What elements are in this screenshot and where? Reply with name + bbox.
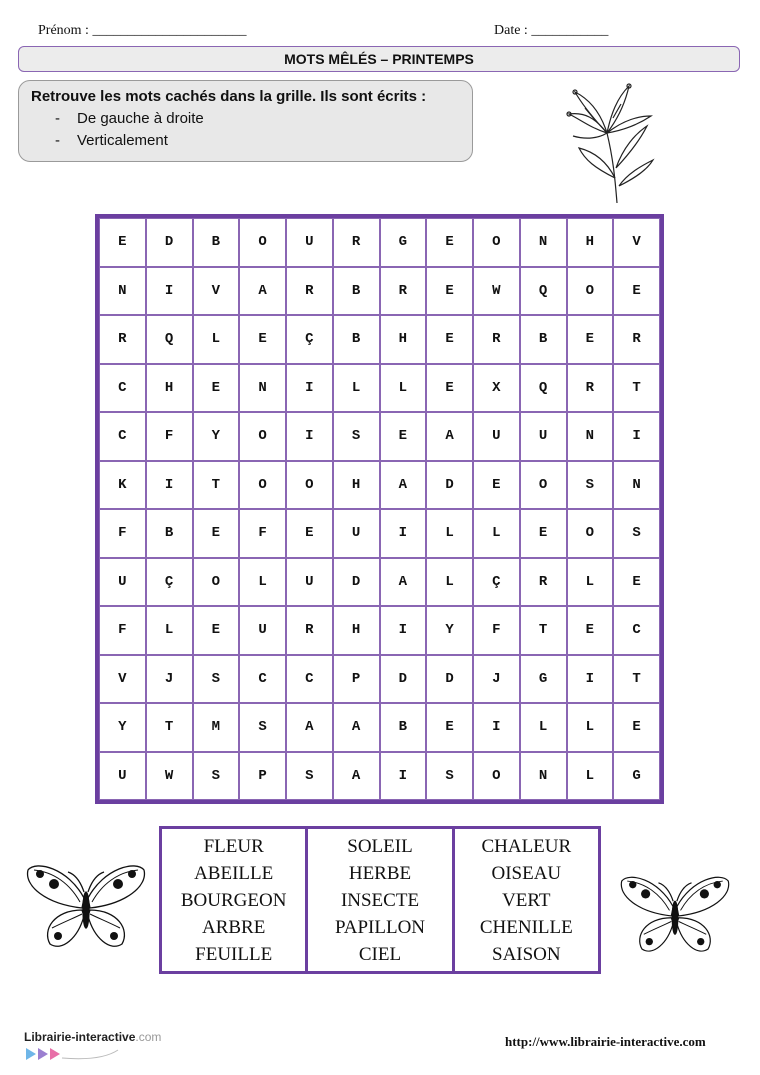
grid-cell: U <box>99 558 146 607</box>
grid-cell: A <box>239 267 286 316</box>
word-item: CHENILLE <box>479 916 573 938</box>
grid-cell: C <box>286 655 333 704</box>
instructions-box <box>18 80 473 162</box>
grid-cell: O <box>567 509 614 558</box>
grid-cell: N <box>520 752 567 801</box>
grid-cell: E <box>426 315 473 364</box>
date-label: Date : <box>494 23 528 38</box>
grid-cell: E <box>613 703 660 752</box>
grid-cell: N <box>567 412 614 461</box>
grid-cell: L <box>333 364 380 413</box>
grid-cell: I <box>380 752 427 801</box>
grid-cell: Ç <box>146 558 193 607</box>
grid-cell: A <box>333 752 380 801</box>
date-blank: ___________ <box>531 23 609 38</box>
grid-cell: P <box>333 655 380 704</box>
grid-cell: E <box>426 364 473 413</box>
grid-cell: I <box>613 412 660 461</box>
word-item: INSECTE <box>340 889 420 911</box>
grid-cell: H <box>146 364 193 413</box>
grid-cell: W <box>473 267 520 316</box>
word-item: ABEILLE <box>194 862 274 884</box>
butterfly-right-icon <box>613 870 737 960</box>
grid-cell: C <box>99 412 146 461</box>
grid-cell: R <box>520 558 567 607</box>
grid-cell: F <box>473 606 520 655</box>
grid-cell: K <box>99 461 146 510</box>
grid-cell: I <box>146 267 193 316</box>
grid-cell: E <box>193 364 240 413</box>
grid-cell: B <box>520 315 567 364</box>
grid-cell: I <box>380 509 427 558</box>
date-field <box>494 23 608 39</box>
word-item: HERBE <box>348 862 412 884</box>
word-search-grid <box>95 214 664 804</box>
grid-cell: A <box>426 412 473 461</box>
grid-cell: E <box>473 461 520 510</box>
grid-cell: Y <box>193 412 240 461</box>
grid-cell: R <box>99 315 146 364</box>
grid-cell: S <box>286 752 333 801</box>
grid-cell: A <box>380 558 427 607</box>
grid-cell: U <box>286 558 333 607</box>
grid-cell: A <box>380 461 427 510</box>
grid-cell: E <box>193 509 240 558</box>
logo-suffix: .com <box>135 1030 162 1044</box>
grid-cell: L <box>426 509 473 558</box>
grid-cell: T <box>613 655 660 704</box>
grid-cell: B <box>380 703 427 752</box>
grid-cell: Q <box>520 267 567 316</box>
grid-cell: L <box>426 558 473 607</box>
grid-cell: Ç <box>286 315 333 364</box>
grid-cell: V <box>613 218 660 267</box>
word-column <box>162 829 308 971</box>
word-item: FEUILLE <box>195 943 273 965</box>
lily-flower-icon <box>555 78 665 206</box>
grid-cell: L <box>567 752 614 801</box>
grid-cell: L <box>520 703 567 752</box>
logo <box>24 1030 161 1044</box>
grid-cell: L <box>567 703 614 752</box>
grid-cell: I <box>473 703 520 752</box>
grid-cell: N <box>520 218 567 267</box>
grid-cell: T <box>613 364 660 413</box>
grid-cell: O <box>286 461 333 510</box>
word-column <box>455 829 598 971</box>
grid-cell: U <box>520 412 567 461</box>
grid-cell: I <box>380 606 427 655</box>
grid-cell: N <box>239 364 286 413</box>
grid-cell: H <box>333 461 380 510</box>
grid-cell: W <box>146 752 193 801</box>
grid-cell: R <box>380 267 427 316</box>
grid-cell: E <box>567 315 614 364</box>
grid-cell: Y <box>426 606 473 655</box>
grid-cell: C <box>99 364 146 413</box>
word-item: SOLEIL <box>347 835 413 857</box>
word-item: FLEUR <box>203 835 264 857</box>
grid-cell: S <box>567 461 614 510</box>
grid-cell: F <box>239 509 286 558</box>
word-item: BOURGEON <box>180 889 287 911</box>
grid-cell: L <box>146 606 193 655</box>
grid-cell: E <box>99 218 146 267</box>
word-item: CIEL <box>358 943 402 965</box>
word-item: ARBRE <box>201 916 266 938</box>
grid-cell: U <box>286 218 333 267</box>
butterfly-left-icon <box>24 858 148 956</box>
footer-url[interactable]: http://www.librairie-interactive.com <box>505 1034 706 1049</box>
grid-cell: B <box>146 509 193 558</box>
grid-cell: D <box>426 461 473 510</box>
grid-cell: E <box>380 412 427 461</box>
grid-cell: I <box>286 412 333 461</box>
grid-cell: A <box>333 703 380 752</box>
grid-cell: R <box>286 606 333 655</box>
grid-cell: R <box>333 218 380 267</box>
grid-cell: B <box>333 315 380 364</box>
grid-cell: Q <box>520 364 567 413</box>
grid-cell: I <box>146 461 193 510</box>
grid-cell: I <box>286 364 333 413</box>
grid-cell: O <box>520 461 567 510</box>
word-item: SAISON <box>492 943 561 965</box>
grid-cell: T <box>146 703 193 752</box>
grid-cell: S <box>193 752 240 801</box>
grid-cell: G <box>613 752 660 801</box>
grid-cell: V <box>193 267 240 316</box>
word-item: VERT <box>502 889 551 911</box>
grid-cell: J <box>473 655 520 704</box>
instruction-item: - De gauche à droite <box>55 110 204 127</box>
grid-cell: E <box>613 558 660 607</box>
grid-cell: O <box>239 412 286 461</box>
grid-cell: O <box>473 218 520 267</box>
grid-cell: N <box>613 461 660 510</box>
logo-name: Librairie-interactive <box>24 1030 136 1044</box>
grid-cell: H <box>567 218 614 267</box>
grid-cell: E <box>193 606 240 655</box>
grid-cell: R <box>567 364 614 413</box>
grid-cell: S <box>193 655 240 704</box>
grid-cell: U <box>473 412 520 461</box>
grid-cell: O <box>473 752 520 801</box>
word-column <box>308 829 454 971</box>
grid-cell: E <box>613 267 660 316</box>
grid-cell: D <box>426 655 473 704</box>
prenom-blank: ______________________ <box>92 23 247 38</box>
grid-cell: L <box>473 509 520 558</box>
grid-cell: Ç <box>473 558 520 607</box>
grid-cell: O <box>239 218 286 267</box>
grid-cell: H <box>333 606 380 655</box>
grid-cell: B <box>333 267 380 316</box>
grid-cell: O <box>239 461 286 510</box>
grid-cell: L <box>239 558 286 607</box>
grid-cell: N <box>99 267 146 316</box>
grid-cell: V <box>99 655 146 704</box>
grid-cell: J <box>146 655 193 704</box>
grid-cell: F <box>99 509 146 558</box>
grid-cell: I <box>567 655 614 704</box>
grid-cell: A <box>286 703 333 752</box>
word-item: CHALEUR <box>481 835 572 857</box>
grid-cell: U <box>99 752 146 801</box>
grid-cell: F <box>146 412 193 461</box>
grid-cell: H <box>380 315 427 364</box>
word-list <box>159 826 601 974</box>
grid-cell: E <box>426 267 473 316</box>
grid-cell: E <box>286 509 333 558</box>
grid-cell: U <box>333 509 380 558</box>
grid-cell: M <box>193 703 240 752</box>
grid-cell: D <box>146 218 193 267</box>
grid-cell: O <box>193 558 240 607</box>
grid-cell: S <box>239 703 286 752</box>
logo-arrows-icon <box>26 1046 122 1062</box>
grid-cell: P <box>239 752 286 801</box>
grid-cell: T <box>193 461 240 510</box>
prenom-label: Prénom : <box>38 23 89 38</box>
instructions-main: Retrouve les mots cachés dans la grille. Ils sont écrits : <box>31 88 427 105</box>
grid-cell: D <box>333 558 380 607</box>
grid-cell: E <box>239 315 286 364</box>
grid-cell: E <box>567 606 614 655</box>
grid-cell: Q <box>146 315 193 364</box>
grid-cell: E <box>426 703 473 752</box>
page-title: MOTS MÊLÉS – PRINTEMPS <box>18 46 740 72</box>
grid-cell: F <box>99 606 146 655</box>
grid-cell: C <box>239 655 286 704</box>
grid-cell: T <box>520 606 567 655</box>
grid-cell: L <box>193 315 240 364</box>
instruction-item: - Verticalement <box>55 132 168 149</box>
grid-cell: R <box>473 315 520 364</box>
prenom-field <box>38 23 246 39</box>
grid-cell: R <box>613 315 660 364</box>
word-item: OISEAU <box>491 862 562 884</box>
grid-cell: D <box>380 655 427 704</box>
grid-cell: L <box>380 364 427 413</box>
grid-cell: R <box>286 267 333 316</box>
grid-cell: Y <box>99 703 146 752</box>
word-item: PAPILLON <box>334 916 426 938</box>
grid-cell: G <box>520 655 567 704</box>
grid-cell: X <box>473 364 520 413</box>
grid-cell: E <box>426 218 473 267</box>
grid-cell: U <box>239 606 286 655</box>
grid-cell: C <box>613 606 660 655</box>
grid-cell: G <box>380 218 427 267</box>
grid-cell: E <box>520 509 567 558</box>
grid-cell: O <box>567 267 614 316</box>
grid-cell: B <box>193 218 240 267</box>
grid-cell: S <box>333 412 380 461</box>
grid-cell: S <box>426 752 473 801</box>
grid-cell: L <box>567 558 614 607</box>
grid-cell: S <box>613 509 660 558</box>
